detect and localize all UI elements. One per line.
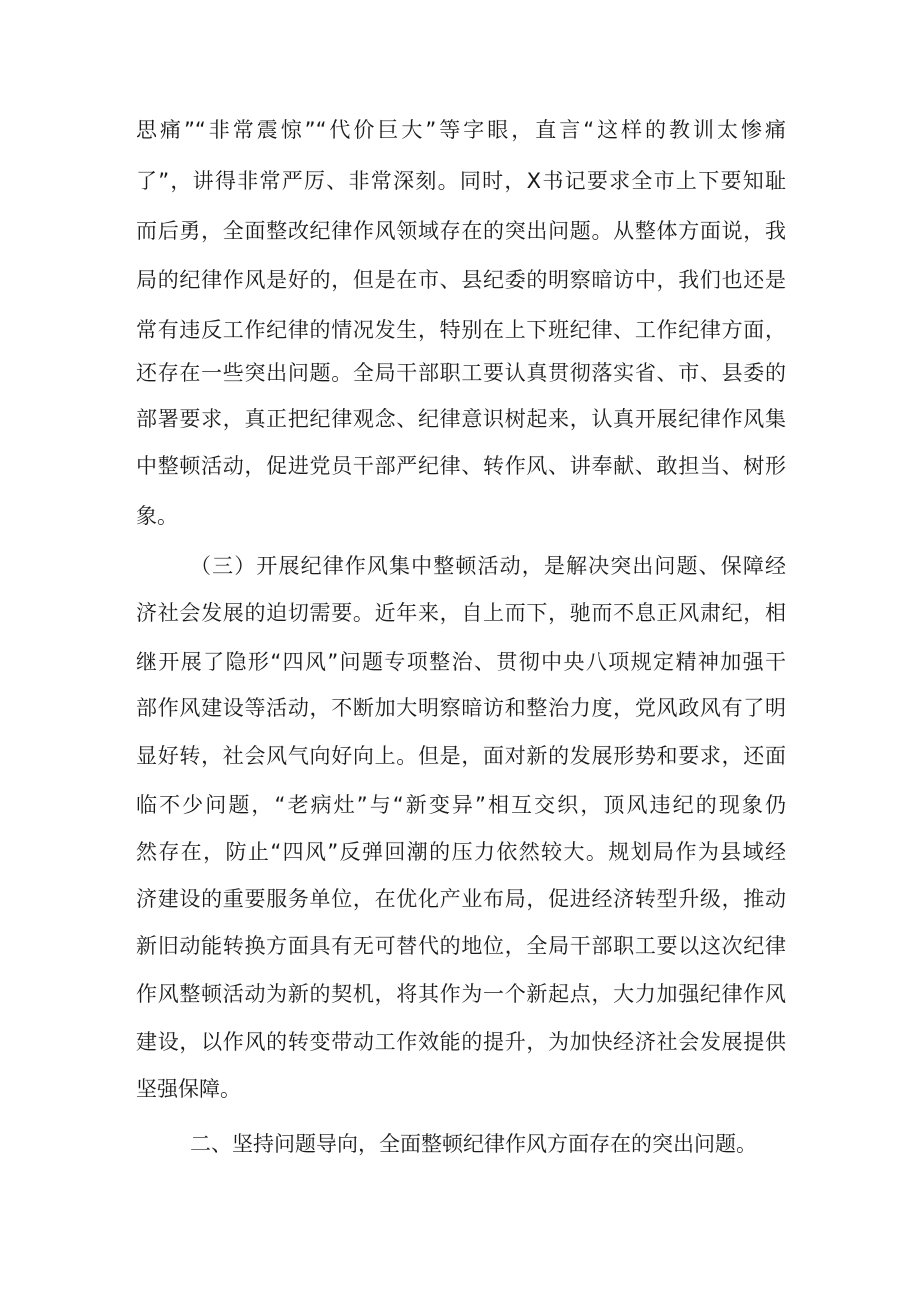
text-line: 部署要求，真正把纪律观念、纪律意识树起来，认真开展纪律作风集 (136, 407, 786, 431)
text-line: 济建设的重要服务单位，在优化产业布局，促进经济转型升级，推动 (136, 887, 786, 911)
text-line: 部作风建设等活动，不断加大明察暗访和整治力度，党风政风有了明 (136, 696, 786, 720)
text-line: 坚强保障。 (136, 1077, 241, 1101)
text-line: 思痛”“非常震惊”“代价巨大”等字眼，直言“这样的教训太惨痛 (136, 118, 786, 142)
text-line: 临不少问题，“老病灶”与“新变异”相互交织，顶风违纪的现象仍 (136, 793, 786, 817)
text-line: 象。 (136, 504, 178, 528)
text-line: 中整顿活动，促进党员干部严纪律、转作风、讲奉献、敢担当、树形 (136, 454, 786, 478)
text-line: 新旧动能转换方面具有无可替代的地位，全局干部职工要以这次纪律 (136, 934, 786, 958)
text-line: 建设，以作风的转变带动工作效能的提升，为加快经济社会发展提供 (136, 1030, 786, 1054)
text-line: 然存在，防止“四风”反弹回潮的压力依然较大。规划局作为县域经 (136, 840, 786, 864)
text-line: 作风整顿活动为新的契机，将其作为一个新起点，大力加强纪律作风 (136, 982, 786, 1006)
text-line: 了”，讲得非常严厉、非常深刻。同时，X书记要求全市上下要知耻 (136, 169, 786, 193)
text-line: 还存在一些突出问题。全局干部职工要认真贯彻落实省、市、县委的 (136, 361, 786, 385)
section-heading: 二、坚持问题导向，全面整顿纪律作风方面存在的突出问题。 (190, 1132, 757, 1156)
text-line: 常有违反工作纪律的情况发生，特别在上下班纪律、工作纪律方面， (136, 318, 786, 342)
text-line: 而后勇，全面整改纪律作风领域存在的突出问题。从整体方面说，我 (136, 219, 786, 243)
text-line: （三）开展纪律作风集中整顿活动，是解决突出问题、保障经 (190, 554, 786, 578)
text-line: 局的纪律作风是好的，但是在市、县纪委的明察暗访中，我们也还是 (136, 268, 786, 292)
text-line: 济社会发展的迫切需要。近年来，自上而下，驰而不息正风肃纪，相 (136, 601, 786, 625)
text-line: 继开展了隐形“四风”问题专项整治、贯彻中央八项规定精神加强干 (136, 650, 786, 674)
text-line: 显好转，社会风气向好向上。但是，面对新的发展形势和要求，还面 (136, 744, 786, 768)
